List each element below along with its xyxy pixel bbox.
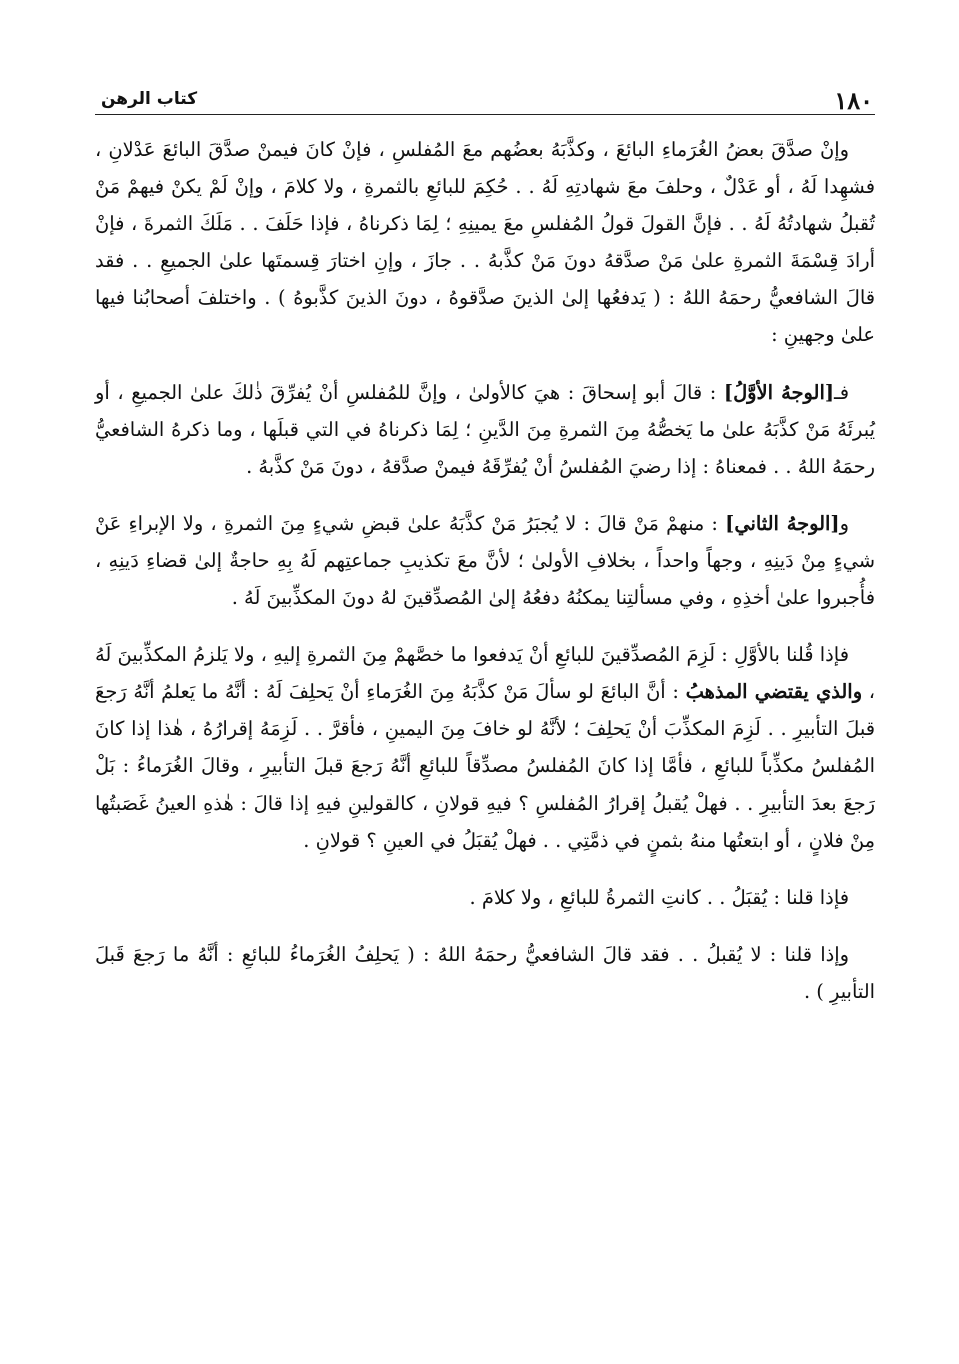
paragraph-4: [95, 636, 875, 859]
paragraph-3: [95, 505, 875, 616]
section-heading-first-view: [الوجهُ الأوَّلُ]: [723, 380, 835, 404]
paragraph-text: وإنْ صدَّقَ بعضُ الغُرَماءِ البائعَ ، وكذَّبَهُ بعضُهم معَ المُفلسِ ، فإنْ كانَ فيمنْ صدَّقَ البائعَ عَدْلانِ ، فشهِدا لَهُ ، أو عَدْلٌ ، وحلفَ معَ شهادتِهِ لَهُ . . حُكِمَ للبائعِ بالثمرةِ ، ولا كلامَ ، وإنْ لَمْ يكنْ فيهمْ مَنْ تُقبلُ شهادتُهُ لَهُ . . فإنَّ القولَ قولُ المُفلسِ معَ يمينِهِ ؛ لِمَا ذكرناهُ ، فإذا حَلَفَ . . مَلَكَ الثمرةَ ، فإنْ أرادَ قِسْمَةَ الثمرةِ علىٰ مَنْ صدَّقهُ دونَ مَنْ كذَّبهُ . . جازَ ، وإنِ اختارَ قِسمتَها علىٰ الجميعِ . . فقد قالَ الشافعيُّ رحمَهُ اللهُ : ( يَدفعُها إلىٰ الذينَ صدَّقوهُ ، دونَ الذينَ كذَّبوهُ ) . واختلفَ أصحابُنا فيها علىٰ وجهينِ :: [95, 138, 875, 347]
page-body: [95, 131, 875, 1010]
paragraph-text: و: [839, 511, 849, 535]
paragraph-2: [95, 374, 875, 485]
paragraph-text: فإذا قلنا : يُقبَلُ . . كانتِ الثمرةُ للبائعِ ، ولا كلامَ .: [469, 885, 849, 909]
paragraph-text: : منهمْ مَنْ قالَ : لا يُجبَرُ مَنْ كذَّبَهُ علىٰ قبضِ شيءٍ مِنَ الثمرةِ ، ولا الإبراءِ عَنْ شيءٍ مِنْ دَينِهِ ، وجهاً واحداً ، بخلافِ الأولىٰ ؛ لأنَّ معَ تكذيبِ جماعتِهم لَهُ بِهِ حاجةٌ إلىٰ قضاءِ دَينِهِ ، فأُجبروا علىٰ أخذِهِ ، وفي مسألتِنا يمكنُهُ دفعُهُ إلىٰ المُصدِّقينَ لهُ دونَ المكذِّبينَ لَهُ .: [95, 511, 875, 610]
paragraph-text: : أنَّ البائعَ لو سألَ مَنْ كذَّبَهُ مِنَ الغُرَماءِ أنْ يَحلِفَ لَهُ : أنَّهُ ما يَعلمُ أنَّهُ رَجعَ قبلَ التأبيرِ . . لَزِمَ المكذِّبَ أنْ يَحلِفَ ؛ لأنَّهُ لو خافَ مِنَ اليمينِ ، فأقرَّ . . لَزِمَهُ إقرارُهُ ، هٰذا إذا كانَ المُفلسُ مكذِّباً للبائعِ ، فأمَّا إذا كانَ المُفلسُ مصدِّقاً للبائعِ أنَّهُ رَجعَ قبلَ التأبيرِ ، وقالَ الغُرَماءُ : بَلْ رَجعَ بعدَ التأبيرِ . . فهلْ يُقبلُ إقرارُ المُفلسِ ؟ فيهِ قولانِ ، كالقولينِ فيهِ إذا قالَ : هٰذهِ العينُ غَصَبتُها مِنْ فلانٍ ، أو ابتعتُها منهُ بثمنٍ في ذمَّتِي . . فهلْ يُقبَلُ في العينِ ؟ قولانِ .: [95, 680, 875, 852]
paragraph-text: فـ: [834, 380, 849, 404]
running-title: كتاب الرهن: [101, 89, 198, 109]
paragraph-1: [95, 131, 875, 354]
paragraph-6: [95, 936, 875, 1010]
section-heading-second-view: [الوجهُ الثاني]: [725, 511, 840, 535]
paragraph-text: : قالَ أبو إسحاقَ : هيَ كالأولىٰ ، وإنَّ للمُفلسِ أنْ يُفرِّقَ ذٰلكَ علىٰ الجميعِ ، أو يُبرئَهُ مَنْ كذَّبَهُ علىٰ ما يَخصُّهُ مِنَ الثمرةِ مِنَ الدَّينِ ؛ لِمَا ذكرناهُ في التي قبلَها ، وما ذكرهُ الشافعيُّ رحمَهُ اللهُ . . فمعناهُ : إذا رضيَ المُفلسُ أنْ يُفرِّقَهُ فيمنْ صدَّقهُ ، دونَ مَنْ كذَّبهُ .: [95, 380, 875, 478]
book-page: [95, 80, 875, 1010]
paragraph-5: [95, 879, 875, 916]
bold-phrase: والذي يقتضي المذهبُ: [685, 680, 863, 704]
paragraph-text: وإذا قلنا : لا يُقبلُ . . فقد قالَ الشافعيُّ رحمَهُ اللهُ : ( يَحلِفُ الغُرَماءُ للبائعِ : أنَّهُ ما رَجعَ قَبلَ التأبيرِ ) .: [95, 942, 875, 1003]
page-header: [95, 80, 875, 115]
paragraph-text: فإذا قُلنا بالأوَّلِ : لَزِمَ المُصدِّقينَ للبائعِ أنْ يَدفعوا ما خصَّهمْ مِنَ الثمرةِ إليهِ ، ولا يَلزمُ المكذِّبينَ لَهُ ،: [95, 643, 875, 704]
page-number: ١٨٠: [834, 86, 873, 115]
